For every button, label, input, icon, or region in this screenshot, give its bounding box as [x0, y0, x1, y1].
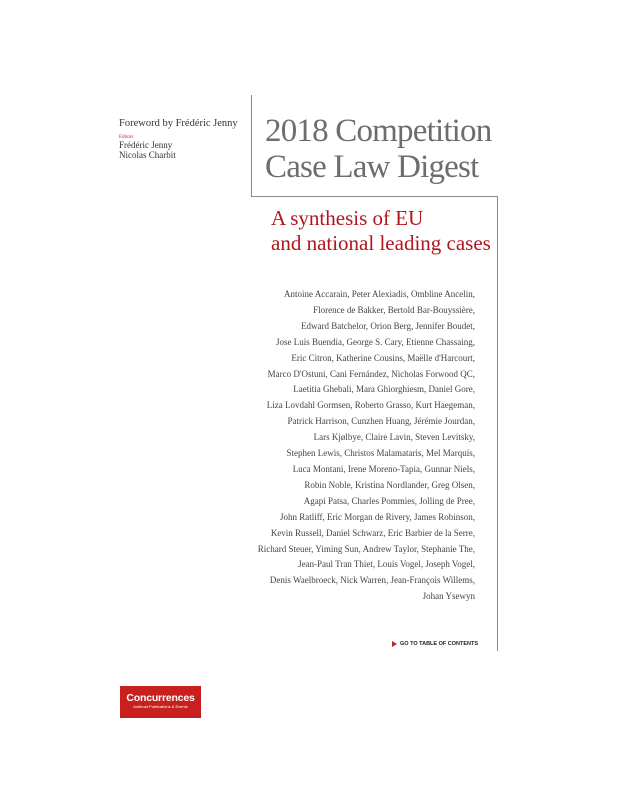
editor-name: Frédéric Jenny: [119, 140, 173, 150]
authors-line: Jean-Paul Tran Thiet, Louis Vogel, Joseph Vogel,: [298, 559, 475, 570]
book-subtitle: [271, 206, 491, 256]
play-arrow-icon: [392, 641, 397, 647]
publisher-logo: [120, 686, 201, 718]
editors-label: Editors: [119, 135, 134, 140]
authors-line: Marco D'Ostuni, Cani Fernández, Nicholas Forwood QC,: [267, 368, 475, 379]
authors-line: Jose Luis Buendia, George S. Cary, Etienne Chassaing,: [276, 336, 475, 347]
authors-line: Lars Kjølbye, Claire Lavin, Steven Levitsky,: [313, 432, 475, 443]
publisher-name: Concurrences: [126, 692, 195, 704]
toc-link[interactable]: [392, 641, 478, 647]
toc-link-label: GO TO TABLE OF CONTENTS: [400, 641, 479, 647]
authors-line: Stephen Lewis, Christos Malamataris, Mel Marquis,: [286, 448, 475, 459]
authors-line: John Ratliff, Eric Morgan de Rivery, James Robinson,: [279, 511, 475, 522]
authors-line: Antoine Accarain, Peter Alexiadis, Ombline Ancelin,: [284, 289, 475, 299]
editor-name: Nicolas Charbit: [119, 150, 176, 160]
divider-horizontal: [251, 196, 498, 197]
authors-line: Agapi Patsa, Charles Pommies, Jolling de Pree,: [303, 495, 475, 506]
divider-vertical-left: [251, 95, 252, 196]
book-title-line: Case Law Digest: [265, 149, 479, 185]
authors-line: Laetitia Ghebali, Mara Ghiorghiesm, Daniel Gore,: [293, 384, 475, 395]
authors-line: Florence de Bakker, Bertold Bar-Bouyssière,: [313, 304, 475, 315]
book-title-line: 2018 Competition: [265, 113, 492, 149]
authors-line: Patrick Harrison, Cunzhen Huang, Jérémie Jourdan,: [287, 416, 475, 427]
book-subtitle-line: A synthesis of EU: [271, 206, 424, 230]
authors-line: Eric Citron, Katherine Cousins, Maëlle d'Harcourt,: [291, 352, 475, 363]
authors-line: Kevin Russell, Daniel Schwarz, Eric Barbier de la Serre,: [270, 527, 475, 538]
book-title: [265, 113, 491, 185]
authors-list: [215, 287, 475, 605]
authors-line: Richard Steuer, Yiming Sun, Andrew Taylor, Stephanie The,: [257, 543, 475, 554]
foreword-text: Foreword by Frédéric Jenny: [119, 118, 238, 129]
authors-line: Luca Montani, Irene Moreno-Tapia, Gunnar Niels,: [292, 463, 475, 474]
credits-block: [119, 118, 249, 160]
divider-vertical-right: [497, 196, 498, 651]
publisher-tagline: Antitrust Publications & Events: [133, 704, 188, 709]
authors-line: Denis Waelbroeck, Nick Warren, Jean-François Willems,: [269, 575, 475, 586]
authors-line: Johan Ysewyn: [422, 591, 475, 602]
authors-line: Robin Noble, Kristina Nordlander, Greg Olsen,: [304, 479, 475, 490]
authors-line: Liza Lovdahl Gormsen, Roberto Grasso, Kurt Haegeman,: [266, 400, 475, 411]
authors-line: Edward Batchelor, Orion Berg, Jennifer Boudet,: [301, 320, 475, 331]
book-subtitle-line: and national leading cases: [271, 231, 491, 255]
